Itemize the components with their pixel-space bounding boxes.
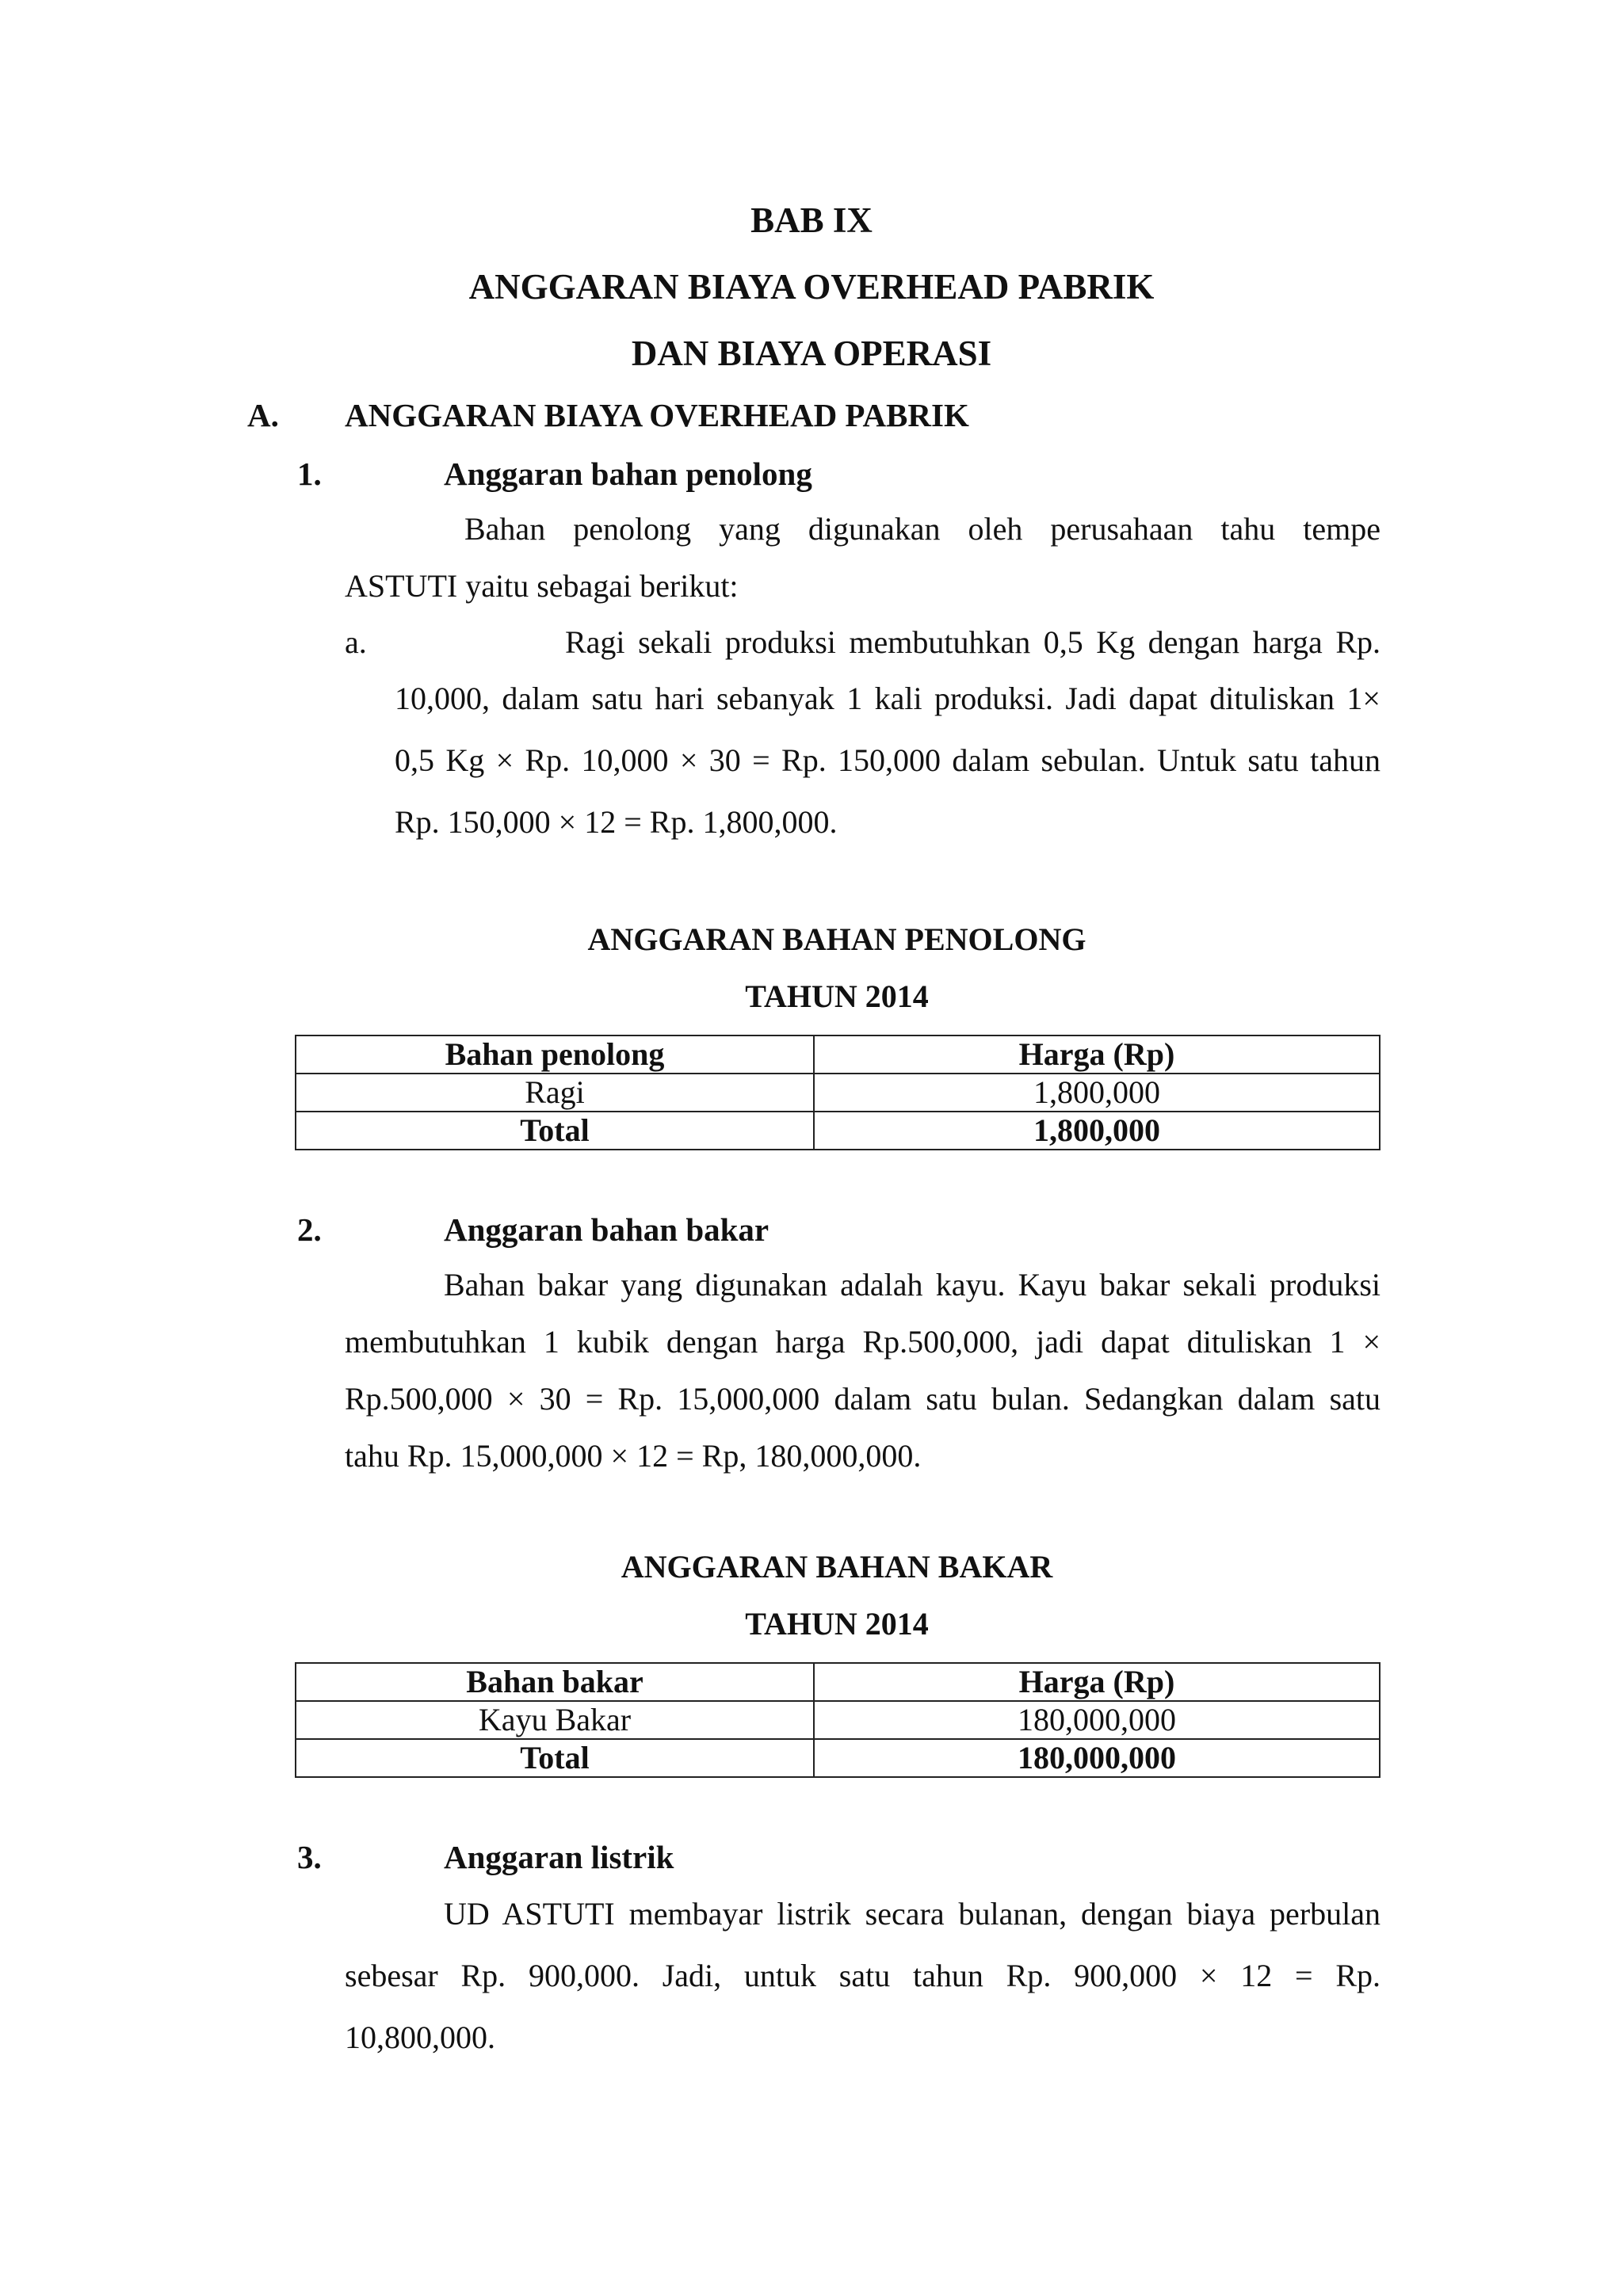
table-header-cell: Harga (Rp) — [814, 1035, 1380, 1074]
item2-line2: membutuhkan 1 kubik dengan harga Rp.500,000, jadi dapat dituliskan 1 × — [345, 1324, 1381, 1360]
item2-line3: Rp.500,000 × 30 = Rp. 15,000,000 dalam satu bulan. Sedangkan dalam satu — [345, 1381, 1381, 1417]
item2-line4: tahu Rp. 15,000,000 × 12 = Rp, 180,000,000. — [345, 1438, 922, 1474]
table-total-row — [296, 1739, 1380, 1777]
table-header-row — [296, 1035, 1380, 1074]
item1-heading: Anggaran bahan penolong — [444, 456, 812, 492]
item1-sub-line2: 10,000, dalam satu hari sebanyak 1 kali produksi. Jadi dapat dituliskan 1× — [395, 681, 1381, 716]
item1-paragraph-line1: Bahan penolong yang digunakan oleh perusahaan tahu tempe — [464, 511, 1381, 547]
table-header-cell: Harga (Rp) — [814, 1663, 1380, 1701]
table-total-value: 180,000,000 — [814, 1739, 1380, 1777]
item3-line1: UD ASTUTI membayar listrik secara bulanan, dengan biaya perbulan — [444, 1896, 1381, 1932]
chapter-title-line1: ANGGARAN BIAYA OVERHEAD PABRIK — [468, 267, 1155, 307]
section-heading: ANGGARAN BIAYA OVERHEAD PABRIK — [345, 397, 969, 433]
item3-line2: sebesar Rp. 900,000. Jadi, untuk satu tahun Rp. 900,000 × 12 = Rp. — [345, 1958, 1381, 1993]
section-marker: A. — [247, 397, 279, 433]
table-header-cell: Bahan penolong — [296, 1035, 814, 1074]
item3-number: 3. — [297, 1839, 322, 1875]
item3-heading: Anggaran listrik — [444, 1839, 674, 1875]
item1-sub-line3: 0,5 Kg × Rp. 10,000 × 30 = Rp. 150,000 dalam sebulan. Untuk satu tahun — [395, 742, 1381, 778]
table-cell: 1,800,000 — [814, 1074, 1380, 1112]
item1-number: 1. — [297, 456, 322, 492]
table-cell: Kayu Bakar — [296, 1701, 814, 1739]
table-total-value: 1,800,000 — [814, 1112, 1380, 1150]
table-row — [296, 1701, 1380, 1739]
item3-line3: 10,800,000. — [345, 2019, 495, 2055]
table-total-label: Total — [296, 1739, 814, 1777]
item2-heading: Anggaran bahan bakar — [444, 1211, 769, 1248]
table1-year: TAHUN 2014 — [745, 978, 929, 1014]
chapter-title-line2: DAN BIAYA OPERASI — [631, 334, 992, 373]
chapter-number: BAB IX — [750, 200, 873, 240]
table-header-cell: Bahan bakar — [296, 1663, 814, 1701]
item1-sub-line4: Rp. 150,000 × 12 = Rp. 1,800,000. — [395, 804, 838, 840]
table-bahan-penolong — [295, 1035, 1381, 1150]
table-header-row — [296, 1663, 1380, 1701]
item1-sub-line1: Ragi sekali produksi membutuhkan 0,5 Kg dengan harga Rp. — [565, 624, 1381, 660]
table-total-row — [296, 1112, 1380, 1150]
item1-sub-marker: a. — [345, 624, 367, 660]
item1-paragraph-line2: ASTUTI yaitu sebagai berikut: — [345, 568, 739, 604]
item2-number: 2. — [297, 1211, 322, 1248]
table2-title: ANGGARAN BAHAN BAKAR — [621, 1549, 1053, 1585]
table1-title: ANGGARAN BAHAN PENOLONG — [587, 921, 1086, 957]
table-cell: Ragi — [296, 1074, 814, 1112]
table-bahan-bakar — [295, 1662, 1381, 1778]
item2-line1: Bahan bakar yang digunakan adalah kayu. Kayu bakar sekali produksi — [444, 1267, 1381, 1302]
table-total-label: Total — [296, 1112, 814, 1150]
table-cell: 180,000,000 — [814, 1701, 1380, 1739]
table2-year: TAHUN 2014 — [745, 1606, 929, 1642]
table-row — [296, 1074, 1380, 1112]
